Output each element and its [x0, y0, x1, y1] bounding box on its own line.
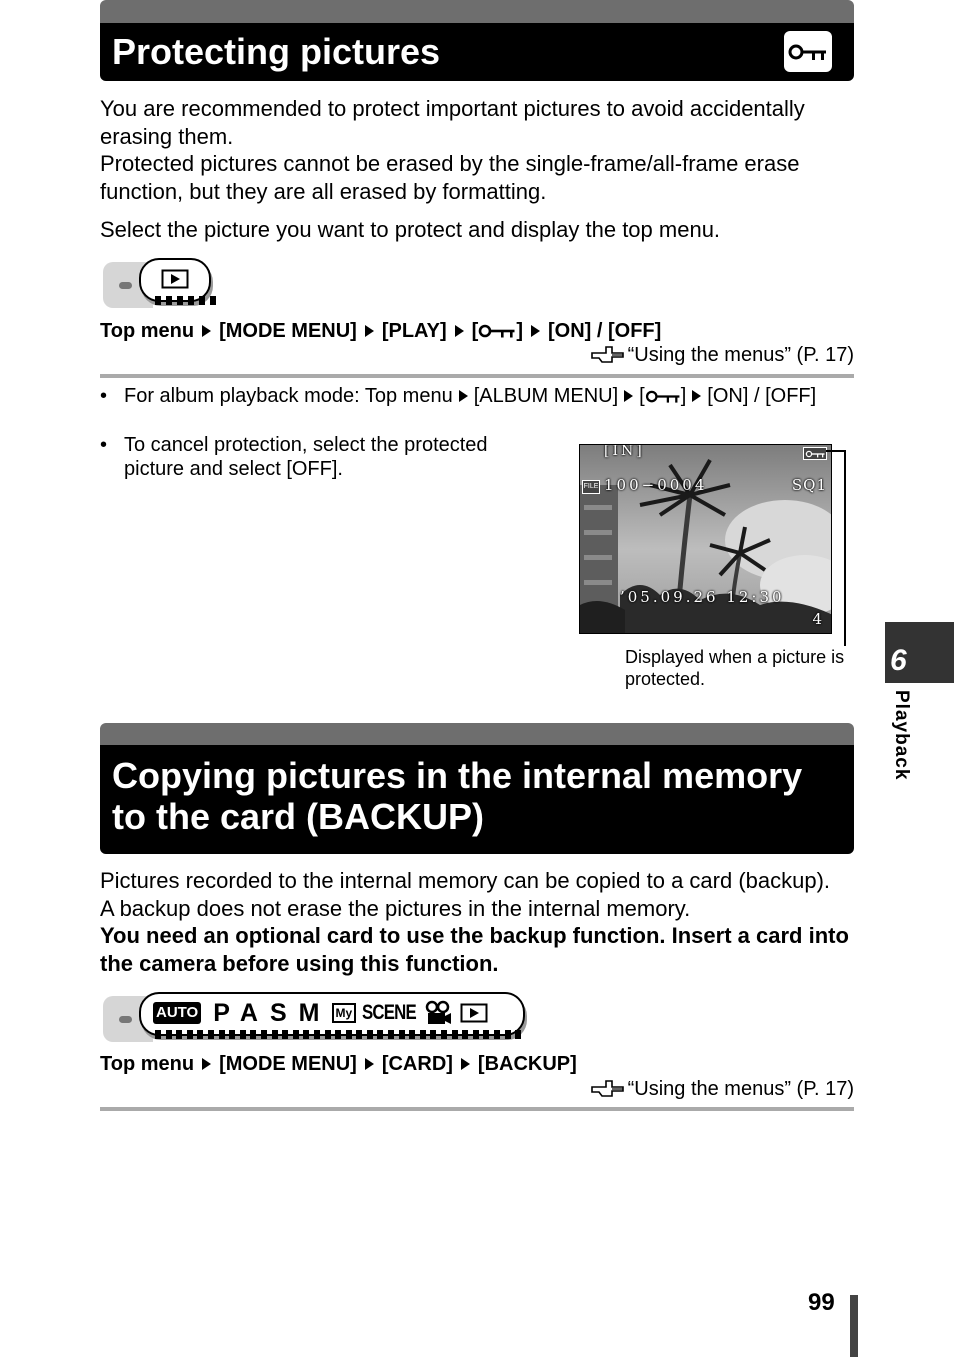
menu-step-mode-menu: [MODE MENU] — [219, 320, 357, 342]
backup-paragraph-2: A backup does not erase the pictures in the internal memory. — [100, 896, 691, 921]
aperture-mode-icon: A — [239, 998, 258, 1027]
frame-number: 4 — [812, 610, 825, 628]
menu-step-backup: [BACKUP] — [477, 1053, 577, 1075]
section-header-protecting — [100, 0, 854, 81]
cancel-protection-text: To cancel protection, select the protected picture and select [OFF]. — [124, 434, 488, 480]
image-quality: SQ1 — [791, 476, 827, 494]
header-title-bar — [100, 23, 854, 81]
bracket-close: ] — [516, 320, 523, 342]
key-icon — [478, 323, 516, 339]
camera-screen-image — [579, 444, 832, 634]
header-top-bar — [100, 0, 854, 23]
playback-icon — [161, 269, 189, 289]
key-icon — [784, 31, 832, 72]
section-title: Copying pictures in the internal memory to the card (BACKUP) — [112, 755, 803, 837]
reference-using-menus-1 — [590, 343, 854, 367]
arrow-right-icon — [365, 325, 374, 337]
reference-text: “Using the menus” (P. 17) — [627, 344, 854, 366]
reference-text: “Using the menus” (P. 17) — [627, 1078, 854, 1100]
backup-paragraph-1: Pictures recorded to the internal memory can be copied to a card (backup). — [100, 868, 831, 893]
menu-step-on-off: [ON] / [OFF] — [548, 320, 662, 342]
backup-card-requirement: You need an optional card to use the backup function. Insert a card into the camera before using this function. — [100, 923, 849, 976]
album-on-off-text: [ON] / [OFF] — [707, 385, 817, 407]
scene-mode-icon: SCENE — [362, 1001, 417, 1024]
all-modes-dial-icon — [103, 990, 533, 1046]
bullet-mark: • — [100, 434, 108, 456]
arrow-right-icon — [461, 1058, 470, 1070]
file-icon: FILE — [582, 480, 600, 494]
arrow-right-icon — [455, 325, 464, 337]
callout-line — [844, 450, 846, 646]
bracket-open: [ — [471, 320, 479, 342]
bracket-open: [ — [639, 385, 645, 407]
intro-paragraph-1: You are recommended to protect important pictures to avoid accidentally erasing them. — [100, 96, 805, 149]
arrow-right-icon — [459, 390, 468, 402]
arrow-right-icon — [365, 1058, 374, 1070]
page-number: 99 — [808, 1289, 835, 1316]
protect-key-icon — [803, 447, 827, 460]
arrow-right-icon — [624, 390, 633, 402]
memory-indicator: [IN] — [604, 444, 645, 459]
menu-step-top-menu: Top menu — [100, 1053, 195, 1075]
my-mode-icon: My — [332, 1003, 357, 1023]
menu-path-protect — [100, 319, 661, 343]
arrow-right-icon — [692, 390, 701, 402]
bracket-close: ] — [680, 385, 687, 407]
album-playback-note — [100, 384, 860, 408]
section-header-backup — [100, 723, 854, 854]
reference-hand-icon — [590, 344, 626, 364]
movie-mode-icon — [424, 1000, 452, 1026]
reference-hand-icon — [590, 1078, 626, 1098]
header-title-bar — [100, 745, 854, 854]
arrow-right-icon — [202, 1058, 211, 1070]
intro-paragraph-2: Protected pictures cannot be erased by the single-frame/all-frame erase function, but they are all erased by formatting. — [100, 151, 800, 204]
chapter-number: 6 — [890, 644, 907, 677]
callout-line — [826, 450, 845, 452]
menu-step-card: [CARD] — [381, 1053, 453, 1075]
chapter-label: Playback — [891, 690, 912, 781]
chapter-tab — [885, 622, 954, 683]
protect-indicator-caption: Displayed when a picture is protected. — [625, 647, 845, 689]
divider-rule — [100, 1107, 854, 1111]
menu-path-backup — [100, 1052, 577, 1076]
album-menu-text: [ALBUM MENU] — [473, 385, 619, 407]
menu-step-play: [PLAY] — [381, 320, 447, 342]
date-time-stamp: ’05.09.26 12:30 — [620, 588, 785, 606]
intro-paragraph-3: Select the picture you want to protect and display the top menu. — [100, 217, 721, 242]
page-number-bar — [850, 1295, 858, 1357]
album-note-text: For album playback mode: Top menu — [124, 385, 453, 407]
manual-mode-icon: M — [298, 998, 320, 1027]
program-mode-icon: P — [213, 998, 230, 1027]
shutter-mode-icon: S — [269, 998, 287, 1027]
playback-mode-dial-icon — [103, 256, 215, 312]
section-title: Protecting pictures — [112, 31, 441, 72]
arrow-right-icon — [531, 325, 540, 337]
arrow-right-icon — [202, 325, 211, 337]
file-number: 100−0004 — [604, 476, 708, 494]
header-top-bar — [100, 723, 854, 745]
bullet-mark: • — [100, 385, 108, 407]
key-icon — [645, 389, 681, 404]
playback-icon — [460, 1003, 488, 1023]
cancel-protection-note — [100, 433, 520, 481]
reference-using-menus-2 — [590, 1077, 854, 1101]
menu-step-top-menu: Top menu — [100, 320, 195, 342]
menu-step-mode-menu: [MODE MENU] — [219, 1053, 357, 1075]
auto-mode-icon: AUTO — [153, 1002, 201, 1024]
divider-rule — [100, 374, 854, 378]
